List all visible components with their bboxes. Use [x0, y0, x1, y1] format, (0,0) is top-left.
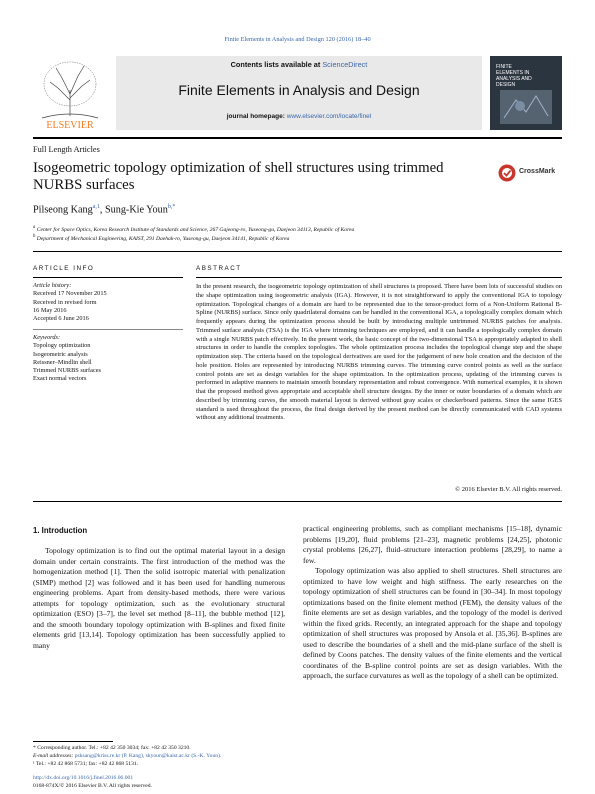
paragraph: practical engineering problems, such as compliant mechanisms [15–18], dynamic problems [19,20], fluid problems [21–23], magnetic problems [24,25], photonic crystal problems [26,27], fluid–structure interaction problems [28,29], to name a few. [303, 524, 562, 565]
affiliation [33, 225, 354, 233]
author-footnote: ¹ Tel.: +82 42 868 5731; fax: +82 42 868 5131. [33, 761, 139, 767]
email-label: E-mail addresses: [33, 753, 74, 759]
cover-graphic [500, 90, 552, 124]
journal-cover-image [490, 56, 562, 130]
keyword: Reissner–Mindlin shell [33, 358, 92, 366]
issn-line: 0168-874X/© 2016 Elsevier B.V. All rights reserved. [33, 783, 152, 789]
author-affiliation-marker[interactable]: b,* [167, 204, 176, 210]
email-note [33, 753, 221, 759]
keyword: Topology optimization [33, 342, 91, 350]
keywords-rule [33, 329, 183, 330]
homepage-label: journal homepage: [226, 113, 285, 120]
article-history [33, 282, 183, 323]
keyword: Isogeometric analysis [33, 350, 88, 358]
contents-prefix: Contents lists available at [230, 60, 321, 69]
sciencedirect-link[interactable]: ScienceDirect [322, 60, 368, 69]
copyright-notice: © 2016 Elsevier B.V. All rights reserved. [455, 486, 562, 493]
email-addresses[interactable]: psksang@kriss.re.kr (P. Kang), skyoun@kaist.ac.kr (S.-K. Youn). [74, 753, 222, 759]
journal-title: Finite Elements in Analysis and Design [178, 82, 420, 98]
elsevier-wordmark: ELSEVIER [46, 120, 94, 130]
affiliation-text: Center for Space Optics, Korea Research Institute of Standards and Science, 267 Gajeong-ro, Yuseong-gu, Daejeon 34113, Republic of Korea [36, 226, 355, 233]
history-label: Article history: [33, 282, 72, 289]
paragraph: Topology optimization is to find out the optimal material layout in a design domain under certain constraints. The first introduction of the method was the homogenization method [1]. Then the solid isotropic material with penalization (SIMP) method [2] was followed and it has been used for handling numerous engineering problems. Apart from density-based methods, there were various attempts for topology optimization, such as the evolutionary structural optimization (ESO) [3–7], the level set method [8–11], the bubble method [12], and the smooth boundary topology optimization with B-splines and fixed finite elements grid [13,14]. Topology optimization has been successfully applied to many [33, 546, 285, 650]
right-column [303, 524, 562, 682]
author-name: Pilseong Kang [33, 204, 93, 216]
author-affiliation-marker[interactable]: a,1 [92, 204, 100, 210]
affiliation [33, 234, 289, 242]
keyword: Trimmed NURBS surfaces [33, 367, 101, 375]
crossmark-label: CrossMark [519, 168, 556, 175]
author-list [33, 204, 175, 215]
front-matter-rule [33, 251, 562, 252]
homepage-link[interactable]: www.elsevier.com/locate/finel [286, 113, 372, 120]
left-column [33, 546, 285, 651]
article-title: Isogeometric topology optimization of shell structures using trimmed NURBS surfaces [33, 160, 444, 193]
history-line: Received 17 November 2015 [33, 290, 107, 298]
article-info-rule [33, 277, 183, 278]
keywords [33, 334, 183, 384]
crossmark-icon [498, 164, 516, 182]
affiliation-marker: a [33, 225, 36, 230]
elsevier-tree-logo [34, 54, 106, 130]
affiliation-marker: b [33, 234, 36, 239]
corresponding-author-note: * Corresponding author. Tel.: +82 42 350 3034; fax: +82 42 350 3210. [33, 745, 191, 751]
contents-line [116, 60, 482, 69]
header-rule [33, 137, 562, 139]
author-name: Sung-Kie Youn [104, 204, 168, 216]
keyword: Exact normal vectors [33, 375, 87, 383]
abstract-heading: ABSTRACT [196, 265, 242, 272]
author-separator: , [99, 204, 105, 216]
journal-homepage [116, 113, 482, 120]
history-line: Received in revised form [33, 298, 97, 306]
article-info-heading: ARTICLE INFO [33, 265, 95, 272]
article-type: Full Length Articles [33, 145, 100, 154]
section-heading: 1. Introduction [33, 526, 88, 535]
crossmark-badge[interactable] [498, 163, 566, 183]
abstract-text: In the present research, the isogeometric topology optimization of shell structures is proposed. There have been lots of successful studies on the shape optimization using isogeometric analysis (IGA). However, it is not straightforward to apply the conventional IGA to topology optimization. Topological changes of a domain are hard to be represented due to the tensor-product form of a Non-Uniform Rational B-Spline (NURBS) surface. Since only quadrilateral domains can be handled in the conventional IGA, a topologically complex domain which frequently appears during the optimization process should be built by introducing multiple untrimmed NURBS patches for analysis. Trimmed surface analysis (TSA) is the IGA where trimming techniques are employed, and it can handle a topologically complex domain with a single NURBS patch effectively. In the present work, the basic concept of the two-dimensional TSA is appropriately adapted to shell structures in order to handle the complex topologies. The whole optimization process includes the topological change step and the shape optimization step. The criteria based on the topological derivatives are used for the judgement of new hole creation and the decision of the hole position. Holes are represented by introducing NURBS trimming curves. The trimming curve control points as well as the surface control points are set as design variables for the shape optimization. In the optimization process, updating of the trimming curves is performed in adaptive manners to maintain smooth boundary representation and robust convergence. With numerical examples, it is shown that the proposed method gives appropriate and acceptable shell structure designs. By the inner or outer boundaries of a domain which are described by trimming curves, the smooth material layout is derived without gray scales or checkerboard patterns. Since the same IGES standard is used throughout the process, the final design derived by the present method can be directly communicated with CAD systems without any additional treatments. [196, 283, 562, 422]
affiliation-text: Department of Mechanical Engineering, KAIST, 291 Daehak-ro, Yuseong-gu, Daejeon 34141, Republic of Korea [36, 235, 290, 242]
cover-title: FINITE ELEMENTS IN ANALYSIS AND DESIGN [496, 64, 532, 88]
footnote-rule [33, 741, 113, 742]
abstract-rule [196, 277, 562, 278]
paragraph: Topology optimization was also applied to shell structures. Shell structures are optimized to have low weight and high stiffness. The early researches on the topology optimization of shell structures can be found in [30–34]. In most topology optimizations based on the finite element method (FEM), the density values of the finite elements are set as design variables, and the topology of the model is derived within the fixed grids. Recently, an integrated approach for the shape and topology optimization of shell structures was proposed by Ansola et al. [35,36]. B-splines are used to describe the boundaries of a shell and the mid-plane surface of the shell is defined by Coons patches. The density values of the finite elements and the vertical coordinates of the B-spline control points are set as design variables. With the approach, the surface curvatures as well as the topology of a shell can be optimized. [303, 566, 562, 680]
body-rule [33, 501, 562, 502]
history-line: 16 May 2016 [33, 306, 67, 314]
keywords-label: Keywords: [33, 334, 61, 341]
journal-reference[interactable]: Finite Elements in Analysis and Design 120 (2016) 18–40 [224, 36, 371, 43]
history-line: Accepted 6 June 2016 [33, 315, 89, 323]
doi-link[interactable]: http://dx.doi.org/10.1016/j.finel.2016.06.001 [33, 775, 134, 781]
